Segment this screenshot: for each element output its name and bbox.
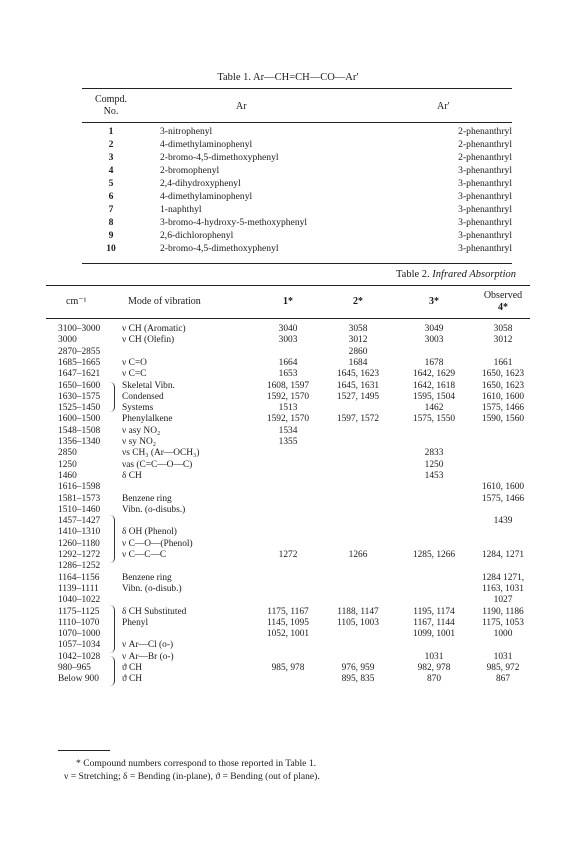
table2-mode-cell: νas (C=C—O—C) [122,459,193,470]
table2-wavenumber-cell: 980–965 [58,663,91,673]
table2-compound3-cell: 3003 [424,335,444,346]
table1-header-no: No. [103,106,119,117]
table2-wavenumber-cell: 1057–1034 [58,640,101,651]
table2-compound2-cell: 895, 835 [341,674,375,685]
table2-mode-cell: δ OH (Phenol) [122,527,177,538]
table1-ar-cell: 1-naphthyl [160,204,202,215]
table2-wavenumber-cell: 1647–1621 [58,369,101,380]
table2-row [58,516,528,527]
table1-title: Table 1. Ar—CH=CH—CO—Ar′ [217,72,359,83]
table1-bottom-rule [82,263,512,264]
brace-benzene-1 [110,515,115,563]
table2-row [58,527,528,538]
table2-wavenumber-cell: 1286–1252 [58,561,101,572]
table2-wavenumber-cell: 1260–1180 [58,538,100,549]
table2-compound1-cell: 1592, 1570 [266,391,310,402]
table2-wavenumber-cell: Below 900 [58,674,99,685]
table2-wavenumber-cell: 1110–1070 [58,617,100,628]
table2-mode-cell: νs CH₃ (Ar—OCH₃) [122,448,200,459]
table2-compound4-cell: 3012 [493,335,513,346]
table2-row [58,369,528,380]
table2-compound1-cell: 1145, 1095 [267,617,309,628]
table1-row [82,230,512,241]
table2-compound4-cell: 1190, 1186 [482,606,524,617]
table1-row [82,126,512,137]
table1-compound-number: 9 [108,230,114,241]
table2-mode-cell: Benzene ring [122,572,172,583]
table2-compound3-cell: 1642, 1629 [412,369,456,380]
table2-row [58,494,528,505]
table1-row [82,152,512,163]
table2-wavenumber-cell: 1510–1460 [58,504,101,515]
table2-compound4-cell: 985, 972 [486,663,520,673]
table2-wavenumber-cell: 2870–2855 [58,346,101,357]
table2-row [58,561,528,572]
table2-header-mode: Mode of vibration [128,296,201,307]
table2-mode-cell: Vibn. (o-disubs.) [122,504,186,515]
table2-compound4-cell: 1284, 1271 [481,550,525,560]
table2-compound1-cell: 1513 [278,403,298,414]
table2-mode-cell: Phenyl [122,617,149,628]
table2-header-rule [46,318,530,319]
table2-compound3-cell: 1250 [424,459,444,470]
table2-mode-cell: Systems [122,403,154,414]
table2-compound2-cell: 1645, 1631 [336,380,380,391]
table2-compound1-cell: 985, 978 [271,663,305,673]
table2-wavenumber-cell: 1460 [58,470,77,481]
table2-compound4-cell: 1575, 1466 [481,493,525,504]
table2-row [58,414,528,425]
table1-arp-cell: 2-phenanthryl [458,152,512,163]
table2-compound4-cell: 3058 [493,324,513,334]
table1-arp-cell: 3-phenanthryl [458,204,512,215]
table2-compound4-cell: 1650, 1623 [481,380,525,391]
table2-compound4-cell: 1610, 1600 [481,391,525,402]
table2-title [396,269,516,280]
table1-arp-cell: 2-phenanthryl [458,126,512,137]
table2-mode-cell: ν Ar—Br (o-) [122,651,174,662]
table2-compound1-cell: 1653 [278,369,298,380]
table2-header-cm: cm⁻¹ [66,296,87,307]
table2-row [58,471,528,482]
table2-wavenumber-cell: 3000 [58,335,77,346]
table2-mode-cell: Condensed [122,391,164,402]
table2-row [58,652,528,663]
table2-row [58,460,528,471]
table2-compound4-cell: 1575, 1466 [481,403,525,414]
table2-row [58,629,528,640]
table2-compound3-cell: 1285, 1266 [412,550,456,560]
table2-compound1-cell: 1608, 1597 [266,380,310,391]
table1-ar-cell: 3-nitrophenyl [160,126,213,137]
table2-compound2-cell: 3058 [348,324,368,334]
table1-row [82,178,512,189]
table2-wavenumber-cell: 1548–1508 [58,425,101,436]
table2-header-c4b: 4* [498,302,508,313]
table1-row [82,217,512,228]
table2-row [58,550,528,561]
table1-compound-number: 6 [108,191,114,202]
table2-row [58,607,528,618]
table2-wavenumber-cell: 1581–1573 [58,493,101,504]
table1-compound-number: 4 [108,165,114,176]
table2-compound3-cell: 1462 [424,403,444,414]
table2-compound2-cell: 1645, 1623 [336,369,380,380]
table2-compound2-cell: 2860 [348,346,368,357]
table2-row [58,335,528,346]
table2-compound3-cell: 1031 [424,651,444,662]
table2-header-c2: 2* [353,296,363,307]
table1-row [82,191,512,202]
table2-mode-cell: ν Ar—Cl (o-) [122,640,174,651]
table2-mode-cell: δ CH [122,470,142,481]
table2-compound1-cell: 3003 [278,335,298,346]
table2-compound4-cell: 1650, 1623 [481,369,525,380]
table2-compound4-cell: 1031 [493,651,513,662]
table2-wavenumber-cell: 1457–1427 [58,516,101,527]
table1-compound-number: 8 [108,217,114,228]
table2-row [58,595,528,606]
table1-compound-number: 10 [106,243,116,254]
table2-compound3-cell: 3049 [424,324,444,334]
table1-arp-cell: 3-phenanthryl [458,217,512,228]
table2-wavenumber-cell: 1600–1500 [58,414,101,425]
table1-row [82,139,512,150]
table2-row [58,426,528,437]
table1-row [82,165,512,176]
brace-substituted [110,656,115,686]
table2-header-c4a: Observed [483,290,523,301]
table2-compound3-cell: 1575, 1550 [412,414,456,425]
table2-compound4-cell: 1163, 1031 [482,583,524,594]
table2-row [58,674,528,685]
brace-benzene-2 [110,605,115,653]
table2-row [58,584,528,595]
table1-ar-cell: 2,4-dihydroxyphenyl [160,178,241,189]
table2-mode-cell: ν C—O—(Phenol) [122,538,193,549]
table2-compound4-cell: 1590, 1560 [481,414,525,425]
table1-ar-cell: 4-dimethylaminophenyl [160,191,253,202]
table2-compound1-cell: 1355 [278,437,298,447]
table1-top-rule [82,88,512,89]
table2-mode-cell: Phenylalkene [122,414,173,425]
table1-header-rule [82,122,512,123]
table2-mode-cell: ϑ CH [122,674,143,685]
table2-compound4-cell: 1439 [493,516,513,527]
table2-mode-cell: Vibn. (o-disub.) [122,583,182,594]
table2-wavenumber-cell: 1616–1598 [58,482,101,493]
table2-row [58,403,528,414]
table1-arp-cell: 3-phenanthryl [458,191,512,202]
table1-arp-cell: 2-phenanthryl [458,139,512,150]
table1-ar-cell: 2-bromo-4,5-dimethoxyphenyl [160,152,279,163]
table2-row [58,663,528,674]
table2-compound1-cell: 1175, 1167 [267,606,309,617]
table2-compound3-cell: 1678 [424,357,444,368]
table1-arp-cell: 3-phenanthryl [458,243,512,254]
table2-wavenumber-cell: 1250 [58,459,77,470]
table2-compound2-cell: 1105, 1003 [337,617,379,628]
table1-row [82,204,512,215]
table1-compound-number: 2 [108,139,114,150]
table2-compound1-cell: 1592, 1570 [266,414,310,425]
table1-header-ar: Ar [236,101,247,112]
table2-wavenumber-cell: 1139–1111 [58,583,99,594]
table2-compound3-cell: 1195, 1174 [413,606,455,617]
table2-header-c1: 1* [283,296,293,307]
table1-ar-cell: 2-bromophenyl [160,165,220,176]
table2-compound4-cell: 1175, 1053 [482,617,524,628]
table2-mode-cell: ν C=O [122,357,147,368]
table2-compound3-cell: 1642, 1618 [412,380,456,391]
footnote-1: * Compound numbers correspond to those reported in Table 1. [76,758,317,769]
table2-row [58,640,528,651]
table2-compound3-cell: 1099, 1001 [412,629,456,640]
table1-ar-cell: 3-bromo-4-hydroxy-5-methoxyphenyl [160,217,308,228]
table2-row [58,347,528,358]
table1-ar-cell: 2-bromo-4,5-dimethoxyphenyl [160,243,279,254]
table2-compound3-cell: 1167, 1144 [413,617,455,628]
brace-skeletal [110,382,115,412]
footnote-2: ν = Stretching; δ = Bending (in-plane), ϑ = Bending (out of plane). [64,771,320,782]
table1-compound-number: 5 [108,178,114,189]
table2-wavenumber-cell: 1292–1272 [58,550,101,560]
table2-wavenumber-cell: 3100–3000 [58,324,101,334]
table2-wavenumber-cell: 1685–1665 [58,357,101,368]
table2-compound2-cell: 1266 [348,550,368,560]
table2-compound1-cell: 3040 [278,324,298,334]
table1-arp-cell: 3-phenanthryl [458,178,512,189]
table2-row [58,381,528,392]
table2-compound4-cell: 867 [495,674,511,685]
table1-header-arp: Ar′ [437,101,450,112]
table1-ar-cell: 4-dimethylaminophenyl [160,139,253,150]
table1-header-compd: Compd. [95,94,127,105]
table2-header-c3: 3* [429,296,439,307]
table2-mode-cell: ν CH (Aromatic) [122,324,186,334]
table2-row [58,448,528,459]
table2-compound3-cell: 1595, 1504 [412,391,456,402]
table1-compound-number: 1 [108,126,114,137]
table1-arp-cell: 3-phenanthryl [458,165,512,176]
table2-compound2-cell: 1684 [348,357,368,368]
table2-compound3-cell: 1453 [424,470,444,481]
table2-wavenumber-cell: 1410–1310 [58,527,101,538]
table2-wavenumber-cell: 1164–1156 [58,572,100,583]
table2-mode-cell: ν C=C [122,369,147,380]
table2-row [58,505,528,516]
table2-mode-cell: ν C—C—C [122,550,167,560]
table2-wavenumber-cell: 2850 [58,448,77,459]
table2-mode-cell: δ CH Substituted [122,606,187,617]
table1-compound-number: 7 [108,204,114,215]
table2-mode-cell: ν CH (Olefin) [122,335,175,346]
table2-wavenumber-cell: 1356–1340 [58,437,101,447]
table2-title-italic: Infrared Absorption [432,269,516,280]
table2-row [58,573,528,584]
footnote-rule [58,750,110,751]
table2-compound1-cell: 1052, 1001 [266,629,310,640]
table2-wavenumber-cell: 1650–1600 [58,380,101,391]
table2-row [58,482,528,493]
table2-wavenumber-cell: 1630–1575 [58,391,101,402]
table2-compound1-cell: 1272 [278,550,298,560]
table2-compound4-cell: 1027 [493,595,513,606]
table2-row [58,618,528,629]
table2-compound4-cell: 1000 [493,629,513,640]
table2-compound3-cell: 2833 [424,448,444,459]
table2-compound1-cell: 1534 [278,425,298,436]
table2-compound2-cell: 1188, 1147 [337,606,379,617]
table2-wavenumber-cell: 1175–1125 [58,606,100,617]
table2-mode-cell: Benzene ring [122,493,172,504]
table2-mode-cell: ϑ CH [122,663,143,673]
table1-arp-cell: 3-phenanthryl [458,230,512,241]
table1-row [82,243,512,254]
table2-compound2-cell: 1597, 1572 [336,414,380,425]
table2-wavenumber-cell: 1070–1000 [58,629,101,640]
table2-wavenumber-cell: 1525–1450 [58,403,101,414]
table2-compound2-cell: 1527, 1495 [336,391,380,402]
table2-compound3-cell: 870 [426,674,442,685]
table2-mode-cell: ν sy NO₂ [122,437,157,447]
table1-compound-number: 3 [108,152,114,163]
table2-compound1-cell: 1664 [278,357,298,368]
table2-title-prefix: Table 2. [395,269,430,280]
table2-row [58,437,528,448]
table2-wavenumber-cell: 1040–1022 [58,595,101,606]
table2-compound2-cell: 3012 [348,335,368,346]
table2-top-rule [46,285,530,286]
table2-compound3-cell: 982, 978 [417,663,451,673]
table1-ar-cell: 2,6-dichlorophenyl [160,230,234,241]
table2-row [58,358,528,369]
table2-compound4-cell: 1610, 1600 [481,482,525,493]
table2-row [58,392,528,403]
table2-compound4-cell: 1284 1271, [481,572,525,583]
table2-mode-cell: Skeletal Vibn. [122,380,175,391]
table2-row [58,539,528,550]
table2-wavenumber-cell: 1042–1028 [58,651,101,662]
table2-compound4-cell: 1661 [493,357,513,368]
table2-mode-cell: ν asy NO₂ [122,425,161,436]
table2-row [58,324,528,335]
table2-compound2-cell: 976, 959 [341,663,375,673]
